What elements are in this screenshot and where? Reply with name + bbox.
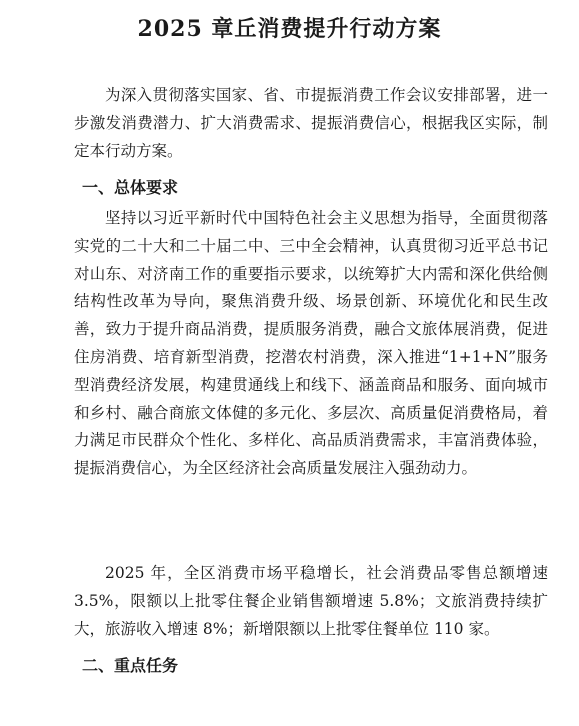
requirements-paragraph: 坚持以习近平新时代中国特色社会主义思想为指导，全面贯彻落实党的二十大和二十届二中、三中全会精神，认真贯彻习近平总书记对山东、对济南工作的重要指示要求，以统筹扩大内需和深化供给侧结构性改革为导向，聚焦消费升级、场景创新、环境优化和民生改善，致力于提升商品消费，提质服务消费，融合文旅体展消费，促进住房消费、培育新型消费，挖潜农村消费，深入推进“1+1+N”服务型消费经济发展，构建贯通线上和线下、涵盖商品和服务、面向城市和乡村、融合商旅文体健的多元化、多层次、高质量促消费格局，着力满足市民群众个性化、多样化、高品质消费需求，丰富消费体验，提振消费信心，为全区经济社会高质量发展注入强劲动力。: [74, 209, 548, 478]
intro-paragraph: 为深入贯彻落实国家、省、市提振消费工作会议安排部署，进一步激发消费潜力、扩大消费需求、提振消费信心，根据我区实际，制定本行动方案。: [74, 86, 548, 160]
document-title: 2025 章丘消费提升行动方案: [137, 16, 442, 42]
section-heading-general-requirements: 一、总体要求: [82, 178, 179, 197]
section-heading-key-tasks: 二、重点任务: [82, 656, 179, 675]
targets-paragraph: 2025 年，全区消费市场平稳增长，社会消费品零售总额增速 3.5%，限额以上批零住餐企业销售额增速 5.8%；文旅消费持续扩大，旅游收入增速 8%；新增限额以上批零住餐单位 110 家。: [74, 564, 548, 638]
